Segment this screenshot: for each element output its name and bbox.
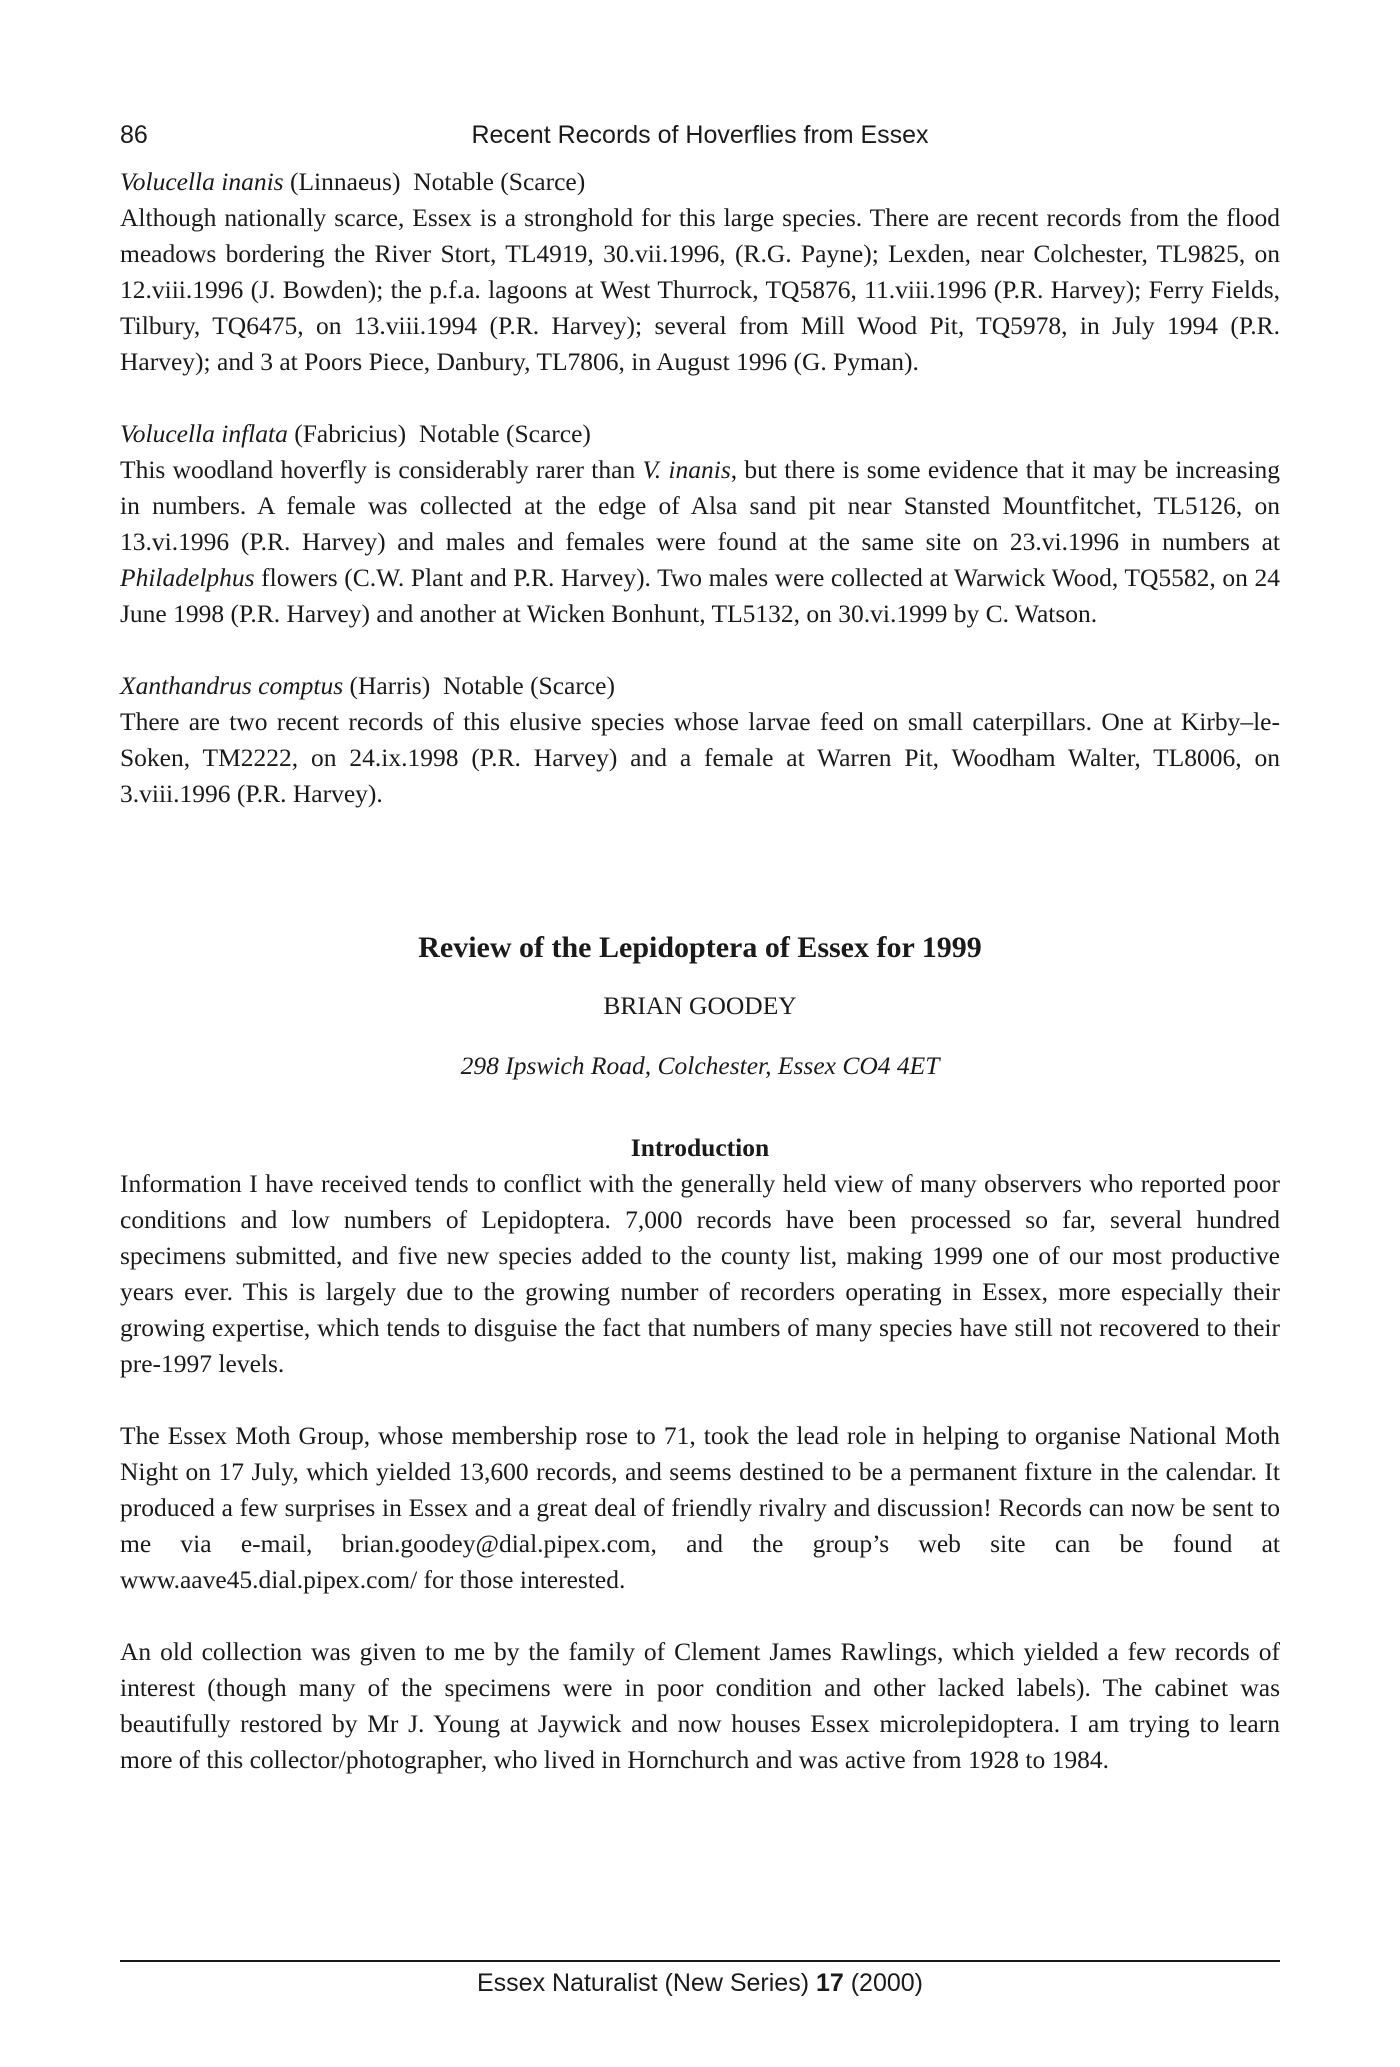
species-heading: [120, 416, 1280, 452]
text-run: This woodland hoverfly is considerably rarer than: [120, 455, 643, 484]
species-heading: [120, 668, 1280, 704]
journal-year: (2000): [850, 1969, 923, 1997]
species-account-volucella-inanis: [120, 164, 1280, 380]
paragraph: The Essex Moth Group, whose membership rose to 71, took the lead role in helping to organise National Moth Night on 17 July, which yielded 13,600 records, and seems destined to be a permanent fixture in the calendar. It produced a few surprises in Essex and a great deal of friendly rivalry and discussion! Records can now be sent to me via e-mail, brian.goodey@dial.pipex.com, and the group’s web site can be found at www.aave45.dial.pipex.com/ for those interested.: [120, 1421, 1280, 1594]
species-account-xanthandrus-comptus: [120, 668, 1280, 812]
species-text: Although nationally scarce, Essex is a stronghold for this large species. There are recent records from the flood meadows bordering the River Stort, TL4919, 30.vii.1996, (R.G. Payne); Lexden, near Colchester, TL9825, on 12.viii.1996 (J. Bowden); the p.f.a. lagoons at West Thurrock, TQ5876, 11.viii.1996 (P.R. Harvey); Ferry Fields, Tilbury, TQ6475, on 13.viii.1994 (P.R. Harvey); several from Mill Wood Pit, TQ5978, in July 1994 (P.R. Harvey); and 3 at Poors Piece, Danbury, TL7806, in August 1996 (G. Pyman).: [120, 203, 1280, 376]
article: [120, 928, 1280, 1778]
species-status: Notable (Scarce): [413, 167, 586, 196]
species-authority: (Fabricius): [294, 419, 407, 448]
body-text: [120, 164, 1280, 1814]
page-number: 86: [120, 121, 148, 149]
species-heading: [120, 164, 1280, 200]
species-name: Volucella inanis: [120, 167, 284, 196]
species-account-volucella-inflata: [120, 416, 1280, 632]
running-head: [120, 118, 1280, 152]
running-head-title: Recent Records of Hoverflies from Essex: [471, 121, 929, 149]
footer-rule: [120, 1960, 1280, 1962]
species-text: [120, 452, 1280, 632]
article-author: BRIAN GOODEY: [603, 991, 797, 1020]
author-address: 298 Ipswich Road, Colchester, Essex CO4 4ET: [460, 1051, 940, 1080]
volume-number: 17: [815, 1969, 844, 1997]
article-title: Review of the Lepidoptera of Essex for 1999: [418, 931, 982, 964]
document-page: [120, 0, 1280, 2067]
paragraph: Information I have received tends to conflict with the generally held view of many observers who reported poor conditions and low numbers of Lepidoptera. 7,000 records have been processed so far, several hundred specimens submitted, and five new species added to the county list, making 1999 one of our most productive years ever. This is largely due to the growing number of recorders operating in Essex, more especially their growing expertise, which tends to disguise the fact that numbers of many species have still not recovered to their pre-1997 levels.: [120, 1169, 1280, 1378]
species-authority: (Harris): [349, 671, 431, 700]
journal-name: Essex Naturalist (New Series): [476, 1969, 810, 1997]
footer: [120, 1966, 1280, 2000]
section-heading: Introduction: [630, 1133, 770, 1162]
species-text: There are two recent records of this elusive species whose larvae feed on small caterpillars. One at Kirby–le-Soken, TM2222, on 24.ix.1998 (P.R. Harvey) and a female at Warren Pit, Woodham Walter, TL8006, on 3.viii.1996 (P.R. Harvey).: [120, 707, 1280, 808]
species-status: Notable (Scarce): [442, 671, 615, 700]
italic-taxon: Philadelphus: [120, 563, 255, 592]
text-run: , but there is some evidence that it may be increasing in numbers. A female was collected at the edge of Alsa sand pit near Stansted Mountfitchet, TL5126, on 13.vi.1996 (P.R. Harvey) and males and females were found at the same site on 23.vi.1996 in numbers at: [120, 455, 1280, 556]
species-status: Notable (Scarce): [418, 419, 591, 448]
italic-taxon: V. inanis: [642, 455, 731, 484]
text-run: flowers (C.W. Plant and P.R. Harvey). Two males were collected at Warwick Wood, TQ5582, on 24 June 1998 (P.R. Harvey) and another at Wicken Bonhunt, TL5132, on 30.vi.1999 by C. Watson.: [120, 563, 1280, 628]
species-authority: (Linnaeus): [289, 167, 401, 196]
species-name: Xanthandrus comptus: [120, 671, 344, 700]
species-name: Volucella inflata: [120, 419, 288, 448]
paragraph: An old collection was given to me by the family of Clement James Rawlings, which yielded a few records of interest (though many of the specimens were in poor condition and other lacked labels). The cabinet was beautifully restored by Mr J. Young at Jaywick and now houses Essex microlepidoptera. I am trying to learn more of this collector/photographer, who lived in Hornchurch and was active from 1928 to 1984.: [120, 1637, 1280, 1774]
